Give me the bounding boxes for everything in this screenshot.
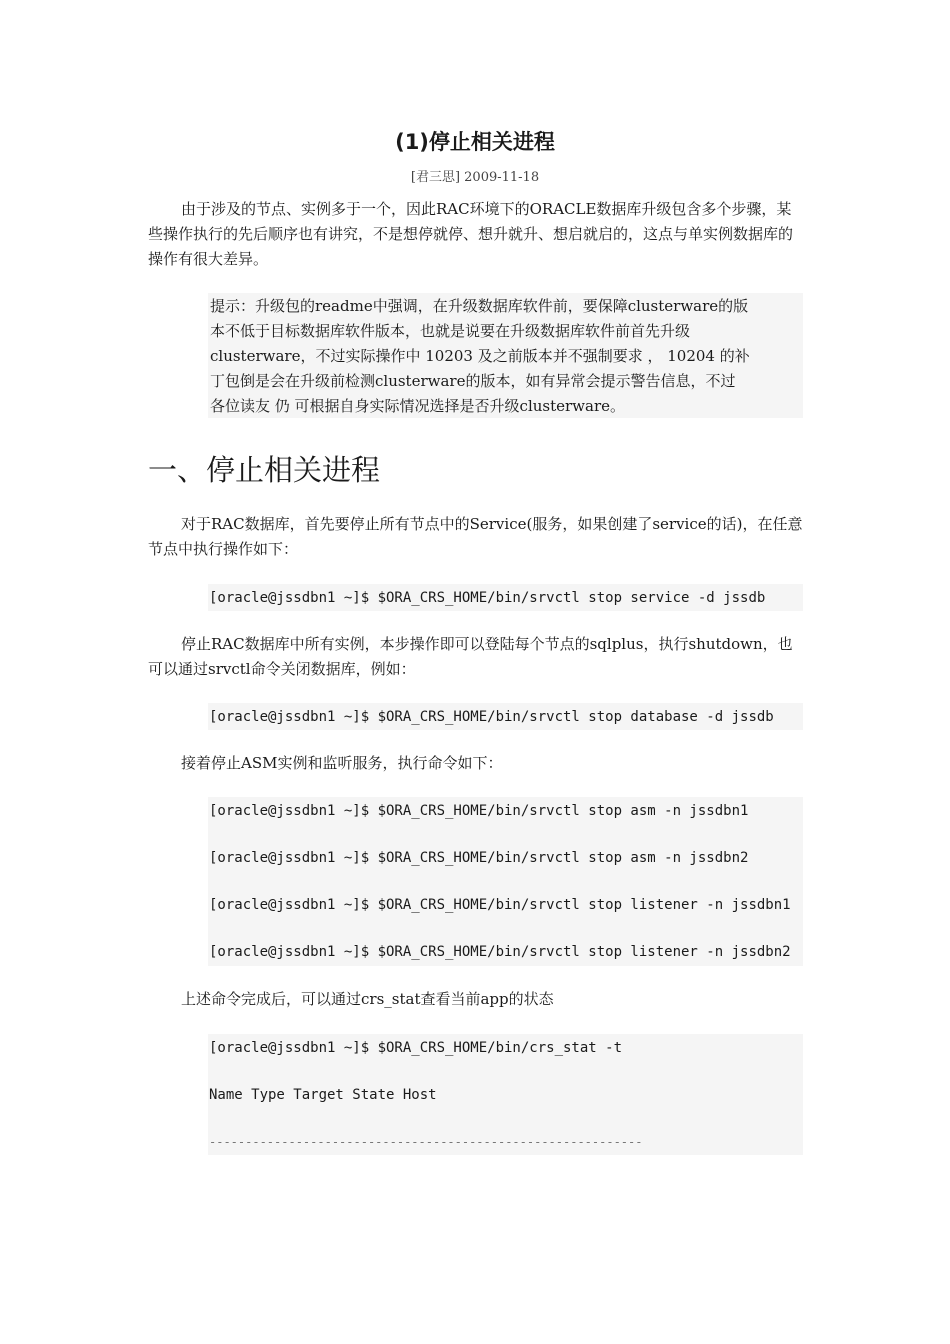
note-line: 各位读友 仍 可根据自身实际情况选择是否升级clusterware。 <box>210 397 625 415</box>
paragraph-stop-database: 停止RAC数据库中所有实例，本步操作即可以登陆每个节点的sqlplus，执行shutdown，也可以通过srvctl命令关闭数据库，例如： <box>148 635 793 678</box>
intro-paragraph: 由于涉及的节点、实例多于一个，因此RAC环境下的ORACLE数据库升级包含多个步骤，某些操作执行的先后顺序也有讲究，不是想停就停、想升就升、想启就启的，这点与单实例数据库的操作有很大差异。 <box>148 200 794 268</box>
byline: [君三思] 2009-11-18 <box>410 170 540 185</box>
note-line: clusterware，不过实际操作中 10203 及之前版本并不强制要求 ， 10204 的补 <box>210 347 750 365</box>
note-line: 本不低于目标数据库软件版本，也就是说要在升级数据库软件前首先升级 <box>210 322 691 340</box>
paragraph-stop-service: 对于RAC数据库，首先要停止所有节点中的Service(服务，如果创建了service的话)，在任意节点中执行操作如下： <box>148 515 803 558</box>
note-box <box>208 293 803 418</box>
paragraph-crs-stat: 上述命令完成后，可以通过crs_stat查看当前app的状态 <box>181 990 554 1008</box>
code-line: Name Type Target State Host <box>209 1087 437 1103</box>
note-line: 提示：升级包的readme中强调，在升级数据库软件前，要保障clusterware的版 <box>210 297 749 315</box>
code-line: [oracle@jssdbn1 ~]$ $ORA_CRS_HOME/bin/srvctl stop listener -n jssdbn1 <box>209 897 791 913</box>
code-line: [oracle@jssdbn1 ~]$ $ORA_CRS_HOME/bin/srvctl stop asm -n jssdbn1 <box>209 803 749 819</box>
paragraph-stop-asm: 接着停止ASM实例和监听服务，执行命令如下： <box>181 754 503 772</box>
code-line: [oracle@jssdbn1 ~]$ $ORA_CRS_HOME/bin/srvctl stop listener -n jssdbn2 <box>209 944 791 960</box>
code-rule-line: ------------------------------------------------------------ <box>209 1135 643 1149</box>
page-title: (1)停止相关进程 <box>395 130 555 154</box>
code-line: [oracle@jssdbn1 ~]$ $ORA_CRS_HOME/bin/srvctl stop asm -n jssdbn2 <box>209 850 749 866</box>
code-line: [oracle@jssdbn1 ~]$ $ORA_CRS_HOME/bin/srvctl stop database -d jssdb <box>209 709 774 725</box>
section-heading: 一、停止相关进程 <box>148 453 381 487</box>
code-line: [oracle@jssdbn1 ~]$ $ORA_CRS_HOME/bin/crs_stat -t <box>209 1040 623 1056</box>
code-block <box>208 584 803 611</box>
code-line: [oracle@jssdbn1 ~]$ $ORA_CRS_HOME/bin/srvctl stop service -d jssdb <box>209 590 766 606</box>
code-block <box>208 797 803 966</box>
code-block <box>208 703 803 730</box>
code-block <box>208 1034 803 1155</box>
note-line: 丁包倒是会在升级前检测clusterware的版本，如有异常会提示警告信息，不过 <box>210 372 736 390</box>
